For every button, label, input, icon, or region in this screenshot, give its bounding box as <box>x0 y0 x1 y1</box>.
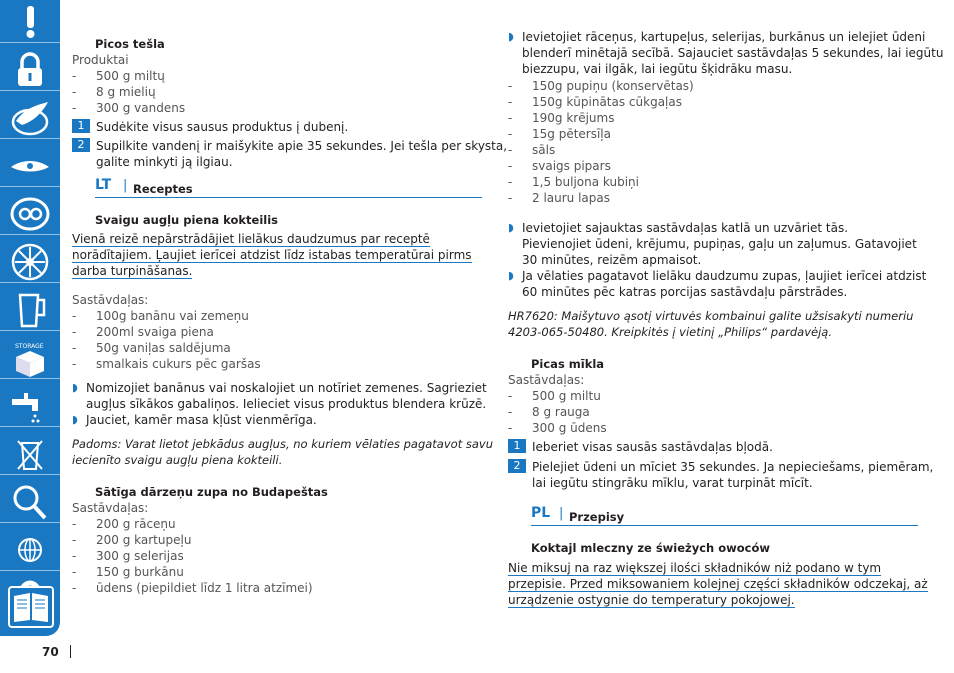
step-text: lai iegūtu stingrāku mīklu, varat turpināt mīcīt. <box>532 476 813 490</box>
fan-disc-icon <box>8 243 52 281</box>
tab-fan-disc[interactable] <box>0 240 60 283</box>
section-header-pl <box>531 505 918 526</box>
step-2 <box>72 138 508 154</box>
language-code: PL <box>531 505 551 521</box>
picas-title: Picas mīkla <box>531 357 605 371</box>
padlock-icon <box>8 51 52 89</box>
blade-icon <box>8 99 52 137</box>
step-number: 1 <box>72 119 90 133</box>
sidebar <box>0 0 60 636</box>
shake-title: Svaigu augļu piena kokteilis <box>95 213 278 227</box>
book-icon <box>10 588 52 626</box>
step-number: 2 <box>72 138 90 152</box>
step-text: Ieberiet visas sausās sastāvdaļas bļodā. <box>532 440 773 454</box>
step-1 <box>72 119 482 135</box>
tap-icon <box>8 387 52 425</box>
storage-label: STORAGE <box>15 343 44 350</box>
tab-tap[interactable] <box>0 384 60 427</box>
step-2 <box>508 459 934 475</box>
tab-guarantee[interactable] <box>0 528 60 571</box>
tab-disc-blade[interactable] <box>0 144 60 187</box>
step-number: 2 <box>508 459 526 473</box>
jug-icon <box>8 291 52 329</box>
warning-line: norādītajiem. Ļaujiet ierīcei atdzist līdz istabas temperatūrai pirms <box>72 248 472 262</box>
section-header-lt <box>95 177 482 198</box>
page-number: 70 <box>42 645 59 659</box>
globe-guarantee-icon <box>8 531 52 569</box>
step-1 <box>508 439 918 455</box>
tab-jug[interactable] <box>0 288 60 331</box>
page-number-divider <box>70 645 71 658</box>
warning-line: przepisie. Przed miksowaniem kolejnej części składników odczekaj, aż <box>508 577 928 591</box>
warning-line: Nie miksuj na raz większej ilości składników niż podano w tym <box>508 561 882 575</box>
warning-line: urządzenie ostygnie do temperatury pokojowej. <box>508 593 795 607</box>
warning-line: Vienā reizē nepārstrādājiet lielākus daudzumus par receptē <box>72 232 430 246</box>
step-2-cont <box>72 154 482 170</box>
step-text: galite minkyti ją ilgiau. <box>96 155 233 169</box>
exclamation-icon <box>8 3 52 41</box>
tab-recipes[interactable] <box>8 586 54 628</box>
tab-beater[interactable] <box>0 192 60 235</box>
section-title: Receptes <box>133 182 193 196</box>
picas-subtitle: Sastāvdaļas: <box>508 373 585 387</box>
no-bin-icon <box>8 435 52 473</box>
separator: | <box>559 506 564 521</box>
soup-title: Sātīga dārzeņu zupa no Budapeštas <box>95 485 328 499</box>
tab-lock[interactable] <box>0 48 60 91</box>
disc-blade-icon <box>8 147 52 185</box>
tab-storage[interactable] <box>0 336 60 379</box>
language-code: LT <box>95 177 112 193</box>
soup-subtitle: Sastāvdaļas: <box>72 501 149 515</box>
pizza-subtitle: Produktai <box>72 53 129 67</box>
section-title: Przepisy <box>569 510 625 524</box>
pizza-title: Picos tešla <box>95 37 165 51</box>
tab-search[interactable] <box>0 480 60 523</box>
tab-recycle[interactable] <box>0 432 60 475</box>
magnifier-icon <box>8 483 52 521</box>
shake-subtitle: Sastāvdaļas: <box>72 293 149 307</box>
warning-line: darba turpināšanas. <box>72 264 193 278</box>
tab-safety[interactable] <box>0 0 60 43</box>
storage-box-icon <box>8 339 52 377</box>
step-text: Supilkite vandenį ir maišykite apie 35 sekundes. Jei tešla per skysta, <box>96 139 508 153</box>
beater-disc-icon <box>8 195 52 233</box>
pl-shake-title: Koktajl mleczny ze świeżych owoców <box>531 541 770 555</box>
step-text: Pielejiet ūdeni un mīciet 35 sekundes. Ja nepieciešams, piemēram, <box>532 460 934 474</box>
step-2-cont <box>508 475 918 491</box>
tab-blade[interactable] <box>0 96 60 139</box>
separator: | <box>123 178 128 193</box>
step-text: Sudėkite visus sausus produktus į dubenį. <box>96 120 349 134</box>
step-number: 1 <box>508 439 526 453</box>
